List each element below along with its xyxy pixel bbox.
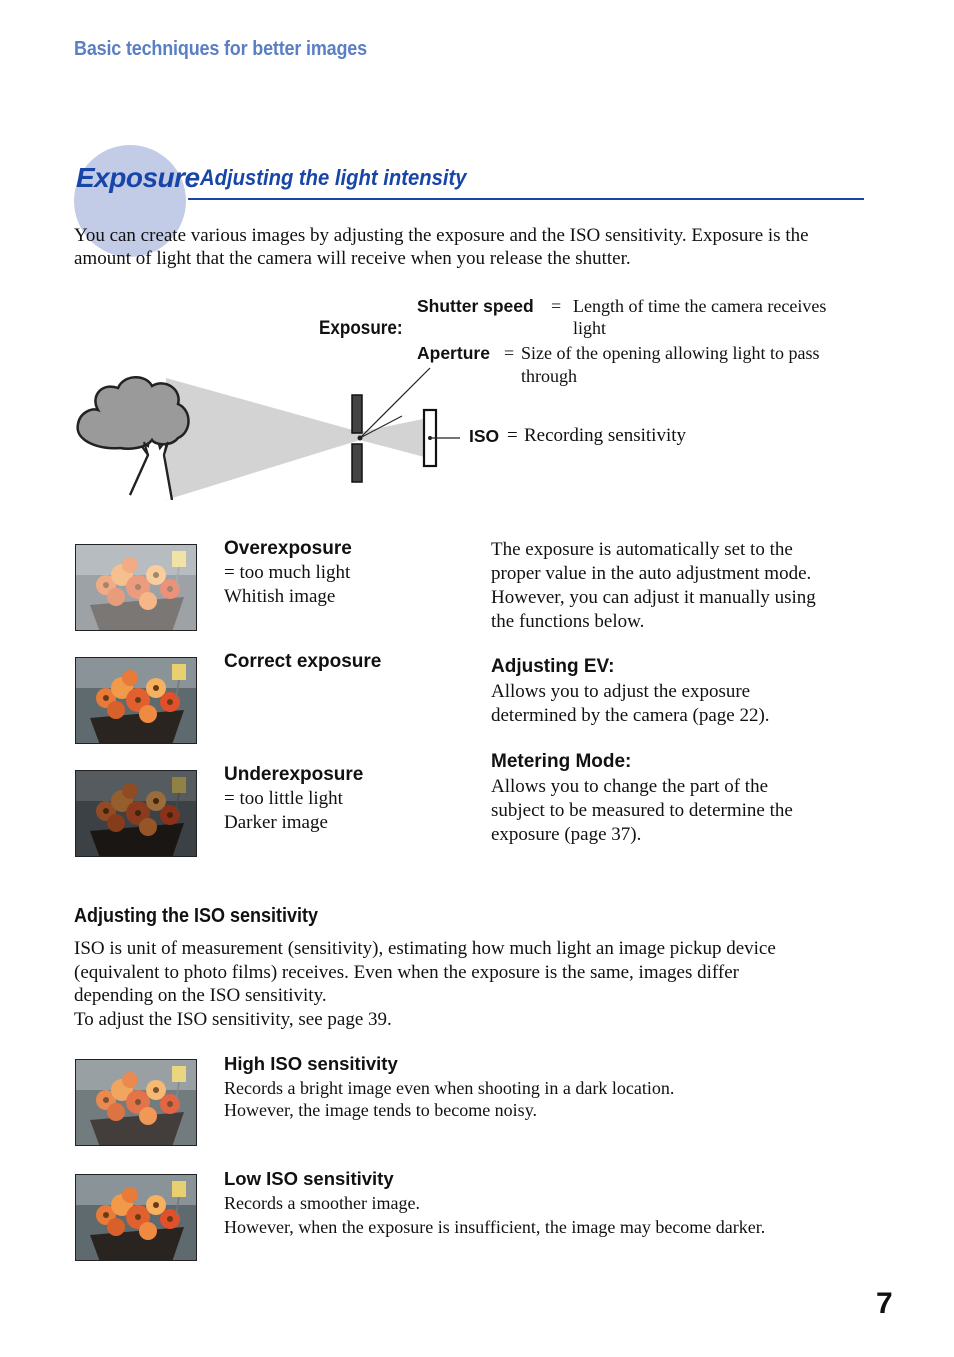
exposure-diagram [60, 360, 460, 500]
overexposure-line-2: Whitish image [224, 586, 336, 607]
adjusting-ev-title: Adjusting EV: [491, 656, 615, 677]
metering-mode-line-2: subject to be measured to determine the [491, 800, 793, 821]
page-subtitle: Adjusting the light intensity [200, 165, 467, 190]
iso-body-line-3: depending on the ISO sensitivity. [74, 985, 327, 1006]
exposure-label: Exposure: [319, 318, 403, 339]
metering-mode-title: Metering Mode: [491, 751, 632, 772]
shutter-speed-term: Shutter speed [417, 296, 534, 316]
adjusting-ev-line-2: determined by the camera (page 22). [491, 705, 770, 726]
correct-exposure-photo [75, 657, 197, 744]
auto-exposure-line-2: proper value in the auto adjustment mode. [491, 563, 812, 584]
aperture-eq: = [504, 343, 515, 363]
iso-desc: Recording sensitivity [524, 425, 687, 446]
underexposure-line-2: Darker image [224, 812, 328, 833]
aperture-term: Aperture [417, 343, 490, 363]
iso-body-line-4: To adjust the ISO sensitivity, see page 39. [74, 1008, 392, 1030]
page-number: 7 [876, 1287, 893, 1320]
correct-exposure-title: Correct exposure [224, 651, 382, 672]
low-iso-line-1: Records a smoother image. [224, 1193, 420, 1213]
metering-mode-line-1: Allows you to change the part of the [491, 776, 769, 797]
overexposure-title: Overexposure [224, 538, 352, 559]
iso-eq: = [507, 425, 518, 446]
auto-exposure-line-3: However, you can adjust it manually using [491, 587, 816, 608]
iso-section-heading: Adjusting the ISO sensitivity [74, 905, 319, 927]
light-beam-right [360, 418, 428, 458]
metering-mode-line-3: exposure (page 37). [491, 824, 642, 845]
shutter-speed-desc-1: Length of time the camera receives [573, 296, 827, 316]
low-iso-title: Low ISO sensitivity [224, 1168, 394, 1189]
adjusting-ev-line-1: Allows you to adjust the exposure [491, 681, 751, 702]
high-iso-line-1: Records a bright image even when shooting in a dark location. [224, 1078, 675, 1098]
overexposure-photo [75, 544, 197, 631]
underexposure-photo [75, 770, 197, 857]
section-header: Basic techniques for better images [74, 38, 367, 60]
shutter-plate-bottom [352, 444, 362, 482]
underexposure-title: Underexposure [224, 764, 364, 785]
focus-dot [358, 436, 363, 441]
page-title: Exposure [76, 162, 200, 193]
shutter-plate-top [352, 395, 362, 433]
aperture-desc-1: Size of the opening allowing light to pass [521, 343, 820, 363]
light-beam-left [166, 378, 360, 500]
intro-paragraph: You can create various images by adjusting the exposure and the ISO sensitivity. Exposure is the amount of light that the camera will receive when you release the shutter. [74, 225, 809, 269]
iso-body-line-2: (equivalent to photo films) receives. Even when the exposure is the same, images differ [74, 961, 739, 983]
shutter-speed-eq: = [551, 296, 562, 316]
low-iso-line-2: However, when the exposure is insufficient, the image may become darker. [224, 1217, 766, 1237]
iso-term: ISO [469, 426, 500, 446]
high-iso-line-2: However, the image tends to become noisy. [224, 1100, 538, 1120]
low-iso-photo [75, 1174, 197, 1261]
title-rule [188, 198, 864, 200]
underexposure-line-1: = too little light [224, 788, 343, 809]
high-iso-title: High ISO sensitivity [224, 1053, 398, 1074]
auto-exposure-line-4: the functions below. [491, 611, 645, 632]
overexposure-line-1: = too much light [224, 562, 351, 583]
iso-section-body [74, 937, 874, 1031]
iso-body-line-1: ISO is unit of measurement (sensitivity), estimating how much light an image pickup device [74, 938, 776, 959]
high-iso-photo [75, 1059, 197, 1146]
shutter-speed-desc-2: light [573, 318, 607, 338]
auto-exposure-line-1: The exposure is automatically set to the [491, 539, 793, 560]
aperture-desc-2: through [521, 366, 577, 386]
